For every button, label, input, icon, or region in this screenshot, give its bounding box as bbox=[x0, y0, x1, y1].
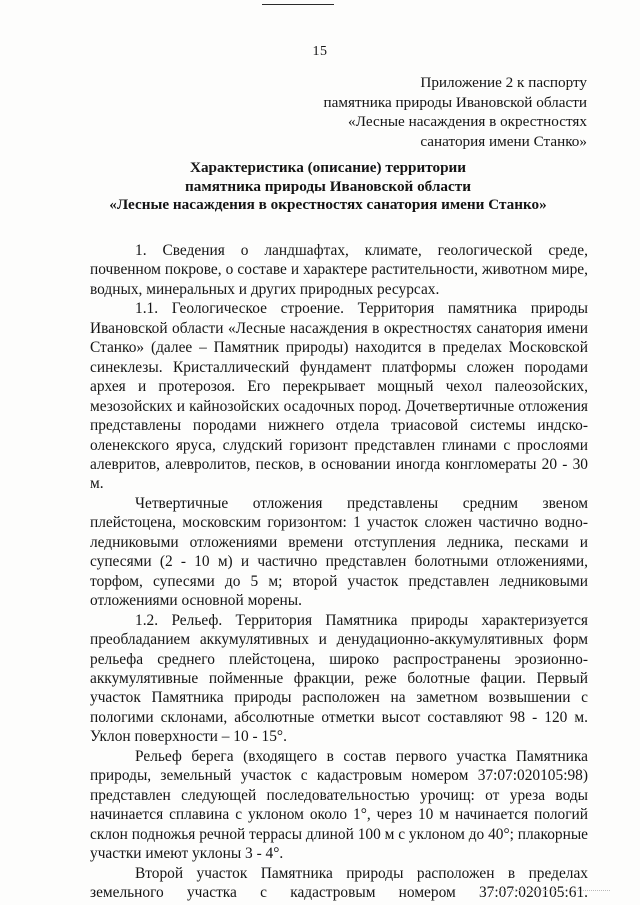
paragraph: Рельеф берега (входящего в состав первого участка Памятника природы, земельный участок с кадастровым номером 37:07:020105:98) представлен следующей последовательностью урочищ: от уреза воды начинается сплавина с уклоном около 1°, через 10 м начинается пологий склон подножья речной террасы длиной 100 м с уклоном до 40°; плакорные участки имеют уклоны 3 - 4°. bbox=[90, 747, 588, 863]
page-number: 15 bbox=[312, 44, 328, 59]
appendix-line: памятника природы Ивановской области bbox=[323, 93, 587, 111]
document-title bbox=[80, 159, 576, 215]
paragraph: Второй участок Памятника природы расположен в пределах земельного участка с кадастровым номером 37:07:020105:61. bbox=[90, 864, 588, 901]
paragraph: Четвертичные отложения представлены средним звеном плейстоцена, московским горизонтом: 1 участок сложен частично водно-ледниковыми отложениями времени отступления ледника, песками и супесями (2 - 10 м) и частично представлен болотными отложениями, торфом, супесями до 5 м; второй участок представлен ледниковыми отложениями основной морены. bbox=[90, 494, 588, 610]
title-line: «Лесные насаждения в окрестностях санатория имени Станко» bbox=[109, 196, 547, 213]
title-line: памятника природы Ивановской области bbox=[185, 177, 471, 195]
appendix-line: санатория имени Станко» bbox=[420, 132, 587, 150]
scan-artifact bbox=[490, 890, 610, 894]
paragraph: 1. Сведения о ландшафтах, климате, геологической среде, почвенном покрове, о составе и характере растительности, животном мире, водных, минеральных и других природных ресурсах. bbox=[90, 242, 588, 298]
document-body bbox=[90, 241, 588, 902]
paragraph: 1.1. Геологическое строение. Территория памятника природы Ивановской области «Лесные насаждения в окрестностях санатория имени Станко» (далее – Памятник природы) находится в пределах Московской синеклезы. Кристаллический фундамент платформы сложен породами архея и протерозоя. Его перекрывает мощный чехол палеозойских, мезозойских и кайнозойских осадочных пород. Дочетвертичные отложения представлены породами нижнего отдела триасовой системы индско-оленекского яруса, слудский горизонт представлен глинами с прослоями алевритов, алевролитов, песков, в основании иногда конгломераты 20 - 30 м. bbox=[90, 300, 588, 493]
appendix-note bbox=[167, 73, 587, 151]
top-rule bbox=[262, 4, 334, 5]
appendix-line: «Лесные насаждения в окрестностях bbox=[348, 113, 587, 130]
paragraph: 1.2. Рельеф. Территория Памятника природы характеризуется преобладанием аккумулятивных и денудационно-аккумулятивных форм рельефа среднего плейстоцена, широко распространены эрозионно-аккумулятивные пойменные фракции, реже болотные фации. Первый участок Памятника природы расположен на заметном возвышении с пологими склонами, абсолютные отметки высот составляют 98 - 120 м. Уклон поверхности – 10 - 15°. bbox=[90, 611, 588, 746]
appendix-line: Приложение 2 к паспорту bbox=[420, 74, 587, 91]
title-line: Характеристика (описание) территории bbox=[189, 159, 467, 176]
